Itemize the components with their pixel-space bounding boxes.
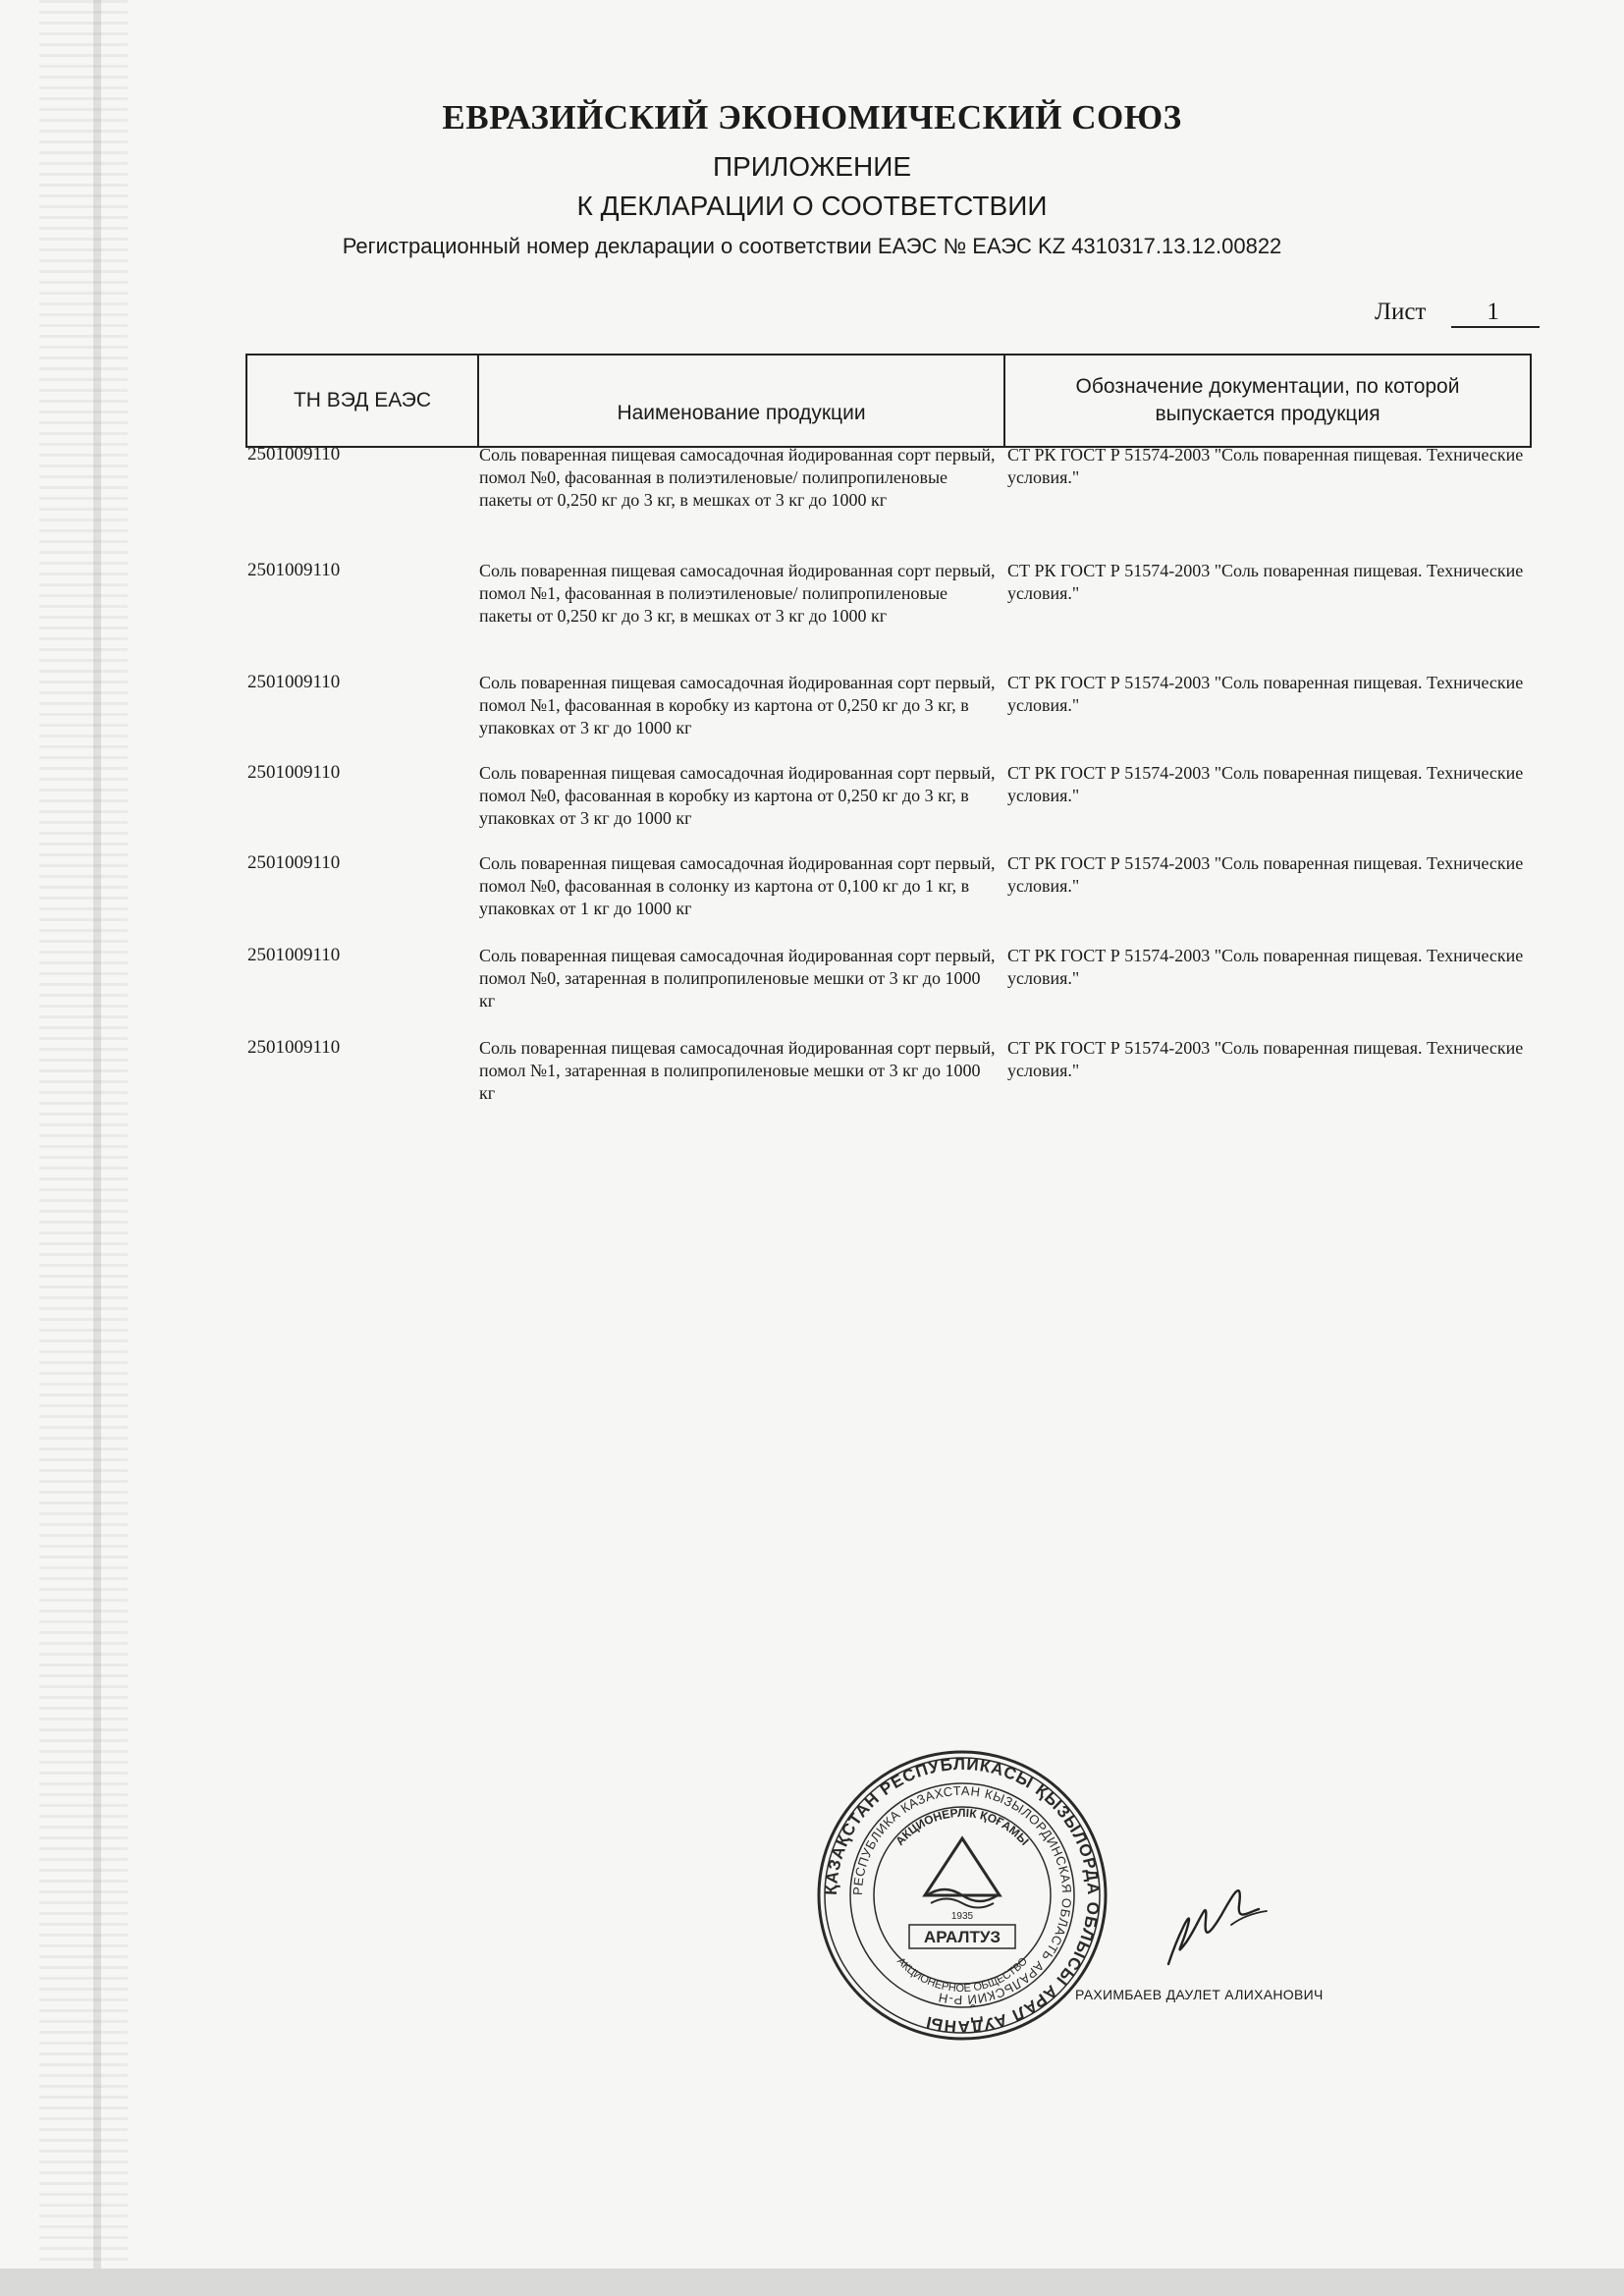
registration-number: Регистрационный номер декларации о соответствии ЕАЭС № ЕАЭС KZ 4310317.13.12.00822 — [342, 234, 1282, 258]
seal-ring-top-text: АКЦИОНЕРЛІК ҚОҒАМЫ — [893, 1805, 1032, 1848]
row-code: 2501009110 — [247, 1037, 341, 1058]
seal-outer-text: ҚАЗАҚСТАН РЕСПУБЛИКАСЫ ҚЫЗЫЛОРДА ОБЛЫСЫ АРАЛ АУДАНЫ — [821, 1754, 1104, 2037]
seal-emblem-icon — [925, 1838, 1000, 1908]
row-code: 2501009110 — [247, 444, 341, 465]
row-code: 2501009110 — [247, 852, 341, 873]
appendix-title: ПРИЛОЖЕНИЕ — [712, 151, 911, 182]
sheet-number-value: 1 — [1451, 299, 1540, 328]
seal-inner-text: РЕСПУБЛИКА КАЗАХСТАН КЫЗЫЛОРДИНСКАЯ ОБЛАСТЬ АРАЛЬСКИЙ Р-Н — [849, 1782, 1075, 2008]
table-header — [245, 354, 1532, 448]
scan-edge-artifact — [39, 0, 128, 2296]
sheet-label: Лист — [1375, 299, 1427, 325]
scan-bottom-strip — [0, 2269, 1624, 2296]
row-product-name: Соль поваренная пищевая самосадочная йодированная сорт первый, помол №0, фасованная в коробку из картона от 0,250 кг до 3 кг, в упаковках от 3 кг до 1000 кг — [479, 763, 996, 828]
row-documentation: СТ РК ГОСТ Р 51574-2003 "Соль поваренная пищевая. Технические условия." — [1007, 561, 1524, 603]
company-seal-stamp — [815, 1748, 1110, 2043]
row-product-name: Соль поваренная пищевая самосадочная йодированная сорт первый, помол №1, фасованная в полиэтиленовые/ полипропиленовые пакеты от 0,250 кг до 3 кг, в мешках от 3 кг до 1000 кг — [479, 561, 996, 626]
sheet-number — [1375, 299, 1540, 328]
row-documentation: СТ РК ГОСТ Р 51574-2003 "Соль поваренная пищевая. Технические условия." — [1007, 946, 1524, 988]
organization-title: ЕВРАЗИЙСКИЙ ЭКОНОМИЧЕСКИЙ СОЮЗ — [442, 98, 1182, 137]
handwritten-signature — [1149, 1866, 1276, 1984]
row-documentation: СТ РК ГОСТ Р 51574-2003 "Соль поваренная пищевая. Технические условия." — [1007, 763, 1524, 805]
seal-year: 1935 — [950, 1911, 974, 1922]
column-header-code: ТН ВЭД ЕАЭС — [247, 355, 479, 446]
row-documentation: СТ РК ГОСТ Р 51574-2003 "Соль поваренная пищевая. Технические условия." — [1007, 853, 1524, 896]
column-header-documentation: Обозначение документации, по которой выпускается продукция — [1075, 375, 1460, 425]
row-product-name: Соль поваренная пищевая самосадочная йодированная сорт первый, помол №0, затаренная в полипропиленовые мешки от 3 кг до 1000 кг — [479, 946, 996, 1011]
seal-ring-bottom-text: АКЦИОНЕРНОЕ ОБЩЕСТВО — [894, 1955, 1030, 1995]
row-documentation: СТ РК ГОСТ Р 51574-2003 "Соль поваренная пищевая. Технические условия." — [1007, 673, 1524, 715]
scan-edge-line — [93, 0, 101, 2296]
seal-company-name: АРАЛТУЗ — [923, 1928, 1001, 1946]
row-product-name: Соль поваренная пищевая самосадочная йодированная сорт первый, помол №1, фасованная в коробку из картона от 0,250 кг до 3 кг, в упаковках от 3 кг до 1000 кг — [479, 673, 996, 738]
row-product-name: Соль поваренная пищевая самосадочная йодированная сорт первый, помол №0, фасованная в полиэтиленовые/ полипропиленовые пакеты от 0,250 кг до 3 кг, в мешках от 3 кг до 1000 кг — [479, 445, 996, 510]
row-documentation: СТ РК ГОСТ Р 51574-2003 "Соль поваренная пищевая. Технические условия." — [1007, 445, 1524, 487]
signer-name: РАХИМБАЕВ ДАУЛЕТ АЛИХАНОВИЧ — [1075, 1987, 1324, 2002]
row-product-name: Соль поваренная пищевая самосадочная йодированная сорт первый, помол №1, затаренная в полипропиленовые мешки от 3 кг до 1000 кг — [479, 1038, 996, 1103]
row-code: 2501009110 — [247, 945, 341, 965]
row-code: 2501009110 — [247, 560, 341, 580]
row-product-name: Соль поваренная пищевая самосадочная йодированная сорт первый, помол №0, фасованная в солонку из картона от 0,100 кг до 1 кг, в упаковках от 1 кг до 1000 кг — [479, 853, 996, 918]
declaration-title: К ДЕКЛАРАЦИИ О СООТВЕТСТВИИ — [576, 191, 1048, 221]
column-header-product-name: Наименование продукции — [479, 355, 1005, 446]
svg-text:АКЦИОНЕРЛІК ҚОҒАМЫ — [893, 1806, 1031, 1848]
row-code: 2501009110 — [247, 672, 341, 692]
row-code: 2501009110 — [247, 762, 341, 783]
row-documentation: СТ РК ГОСТ Р 51574-2003 "Соль поваренная пищевая. Технические условия." — [1007, 1038, 1524, 1080]
